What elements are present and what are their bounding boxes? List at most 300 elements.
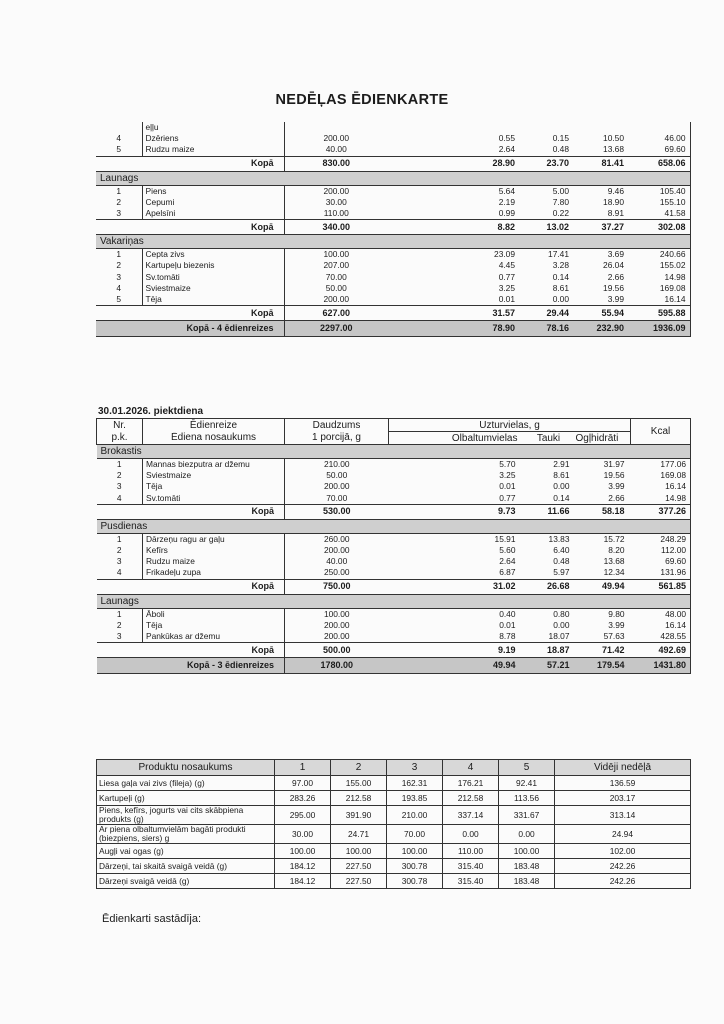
item-kcal: 240.66	[630, 249, 690, 261]
product-value: 100.00	[275, 844, 331, 859]
total-kcal: 492.69	[631, 643, 691, 658]
item-amount: 50.00	[284, 283, 388, 294]
total-carbs: 58.18	[576, 504, 631, 519]
item-name: Sv.tomāti	[142, 272, 284, 283]
table-row	[97, 631, 691, 643]
product-name: Dārzeņi svaigā veidā (g)	[97, 874, 275, 889]
day-date: 30.01.2026. piektdiena	[98, 406, 204, 417]
table-row	[97, 470, 691, 481]
item-fat: 0.00	[552, 293, 569, 304]
item-fat: 2.91	[553, 459, 570, 470]
product-name: Piens, kefīrs, jogurts vai cits skābpiena produkts (g)	[97, 806, 275, 825]
item-name: Kartupeļu biezenis	[142, 260, 284, 271]
table-row	[97, 545, 691, 556]
item-protein: 23.09	[494, 249, 515, 260]
item-kcal: 16.14	[631, 620, 691, 631]
item-amount: 30.00	[284, 197, 388, 208]
section-header-row	[96, 171, 690, 185]
item-carbs: 12.34	[603, 567, 625, 578]
product-value: 155.00	[331, 776, 387, 791]
products-header-day: 4	[443, 760, 499, 776]
grand-total-row	[96, 321, 690, 337]
product-value: 212.58	[443, 791, 499, 806]
item-kcal: 131.96	[631, 567, 691, 579]
grand-total-protein: 49.94	[389, 658, 522, 674]
product-row	[97, 874, 691, 889]
item-kcal: 155.10	[630, 197, 690, 208]
item-name: Apelsīni	[142, 208, 284, 220]
item-kcal: 16.14	[631, 481, 691, 492]
item-kcal: 41.58	[630, 208, 690, 220]
item-amount: 70.00	[285, 493, 389, 505]
table-row	[96, 197, 690, 208]
table-row	[97, 556, 691, 567]
table-row	[96, 294, 690, 306]
header-carbs: Ogļhidrāti	[576, 432, 631, 445]
item-number: 3	[116, 208, 122, 219]
product-value: 193.85	[387, 791, 443, 806]
products-header-day: 3	[387, 760, 443, 776]
item-protein: 4.45	[498, 260, 515, 271]
section-header-row	[96, 235, 690, 249]
item-amount: 110.00	[284, 208, 388, 220]
table-row	[96, 208, 690, 220]
item-carbs: 26.04	[603, 260, 624, 271]
item-name: Sviestmaize	[143, 470, 285, 481]
product-average: 313.14	[555, 806, 691, 825]
item-kcal: 155.02	[630, 260, 690, 271]
item-name: Tēja	[142, 294, 284, 306]
item-number: 1	[116, 249, 122, 260]
product-row	[97, 859, 691, 874]
total-label: Kopā	[96, 156, 284, 171]
item-fat: 7.80	[552, 196, 569, 207]
product-value: 110.00	[443, 844, 499, 859]
product-name: Liesa gaļa vai zivs (fileja) (g)	[97, 776, 275, 791]
item-protein: 0.01	[499, 481, 516, 492]
product-value: 0.00	[499, 825, 555, 844]
item-protein: 0.55	[498, 133, 515, 144]
grand-total-protein: 78.90	[388, 321, 521, 337]
menu-table-day2	[96, 418, 691, 674]
product-average: 242.26	[555, 874, 691, 889]
products-header-day: 5	[499, 760, 555, 776]
section-title: Pusdienas	[97, 519, 691, 533]
total-amount: 627.00	[284, 306, 388, 321]
header-nutrients: Uzturvielas, g	[389, 419, 631, 432]
total-row	[97, 643, 691, 658]
item-amount: 40.00	[284, 144, 388, 156]
product-value: 315.40	[443, 859, 499, 874]
product-average: 203.17	[555, 791, 691, 806]
product-value: 97.00	[275, 776, 331, 791]
total-amount: 500.00	[285, 643, 389, 658]
total-kcal: 658.06	[630, 156, 690, 171]
total-protein: 8.82	[388, 220, 521, 235]
item-carbs: 3.69	[607, 249, 624, 260]
item-protein: 0.40	[499, 608, 516, 619]
product-value: 24.71	[331, 825, 387, 844]
total-fat: 13.02	[521, 220, 575, 235]
item-protein: 3.25	[499, 470, 516, 481]
item-name: Tēja	[143, 620, 285, 631]
product-value: 100.00	[499, 844, 555, 859]
item-number: 2	[116, 545, 122, 556]
item-carbs: 9.46	[607, 185, 624, 196]
total-row	[96, 156, 690, 171]
item-fat: 17.41	[548, 249, 569, 260]
header-protein: Olbaltumvielas	[389, 432, 522, 445]
product-name: Ar piena olbaltumvielām bagāti produkti (biezpiens, siers) g	[97, 825, 275, 844]
section-title: Launags	[96, 171, 690, 185]
item-carbs: 31.97	[603, 459, 625, 470]
item-carbs: 19.56	[603, 470, 625, 481]
item-name: Frikadeļu zupa	[143, 567, 285, 579]
item-amount: 210.00	[285, 459, 389, 471]
grand-total-fat: 57.21	[522, 658, 576, 674]
product-row	[97, 844, 691, 859]
item-fat: 0.15	[552, 133, 569, 144]
item-kcal: 14.98	[631, 493, 691, 505]
item-kcal: 69.60	[630, 144, 690, 156]
item-protein: 0.01	[499, 619, 516, 630]
total-label: Kopā	[97, 504, 285, 519]
item-number: 2	[116, 260, 122, 271]
item-number: 3	[116, 271, 122, 282]
item-carbs: 3.99	[608, 619, 625, 630]
header-fat: Tauki	[522, 432, 576, 445]
item-fat: 3.28	[552, 260, 569, 271]
item-name: Kefīrs	[143, 545, 285, 556]
table-row	[96, 144, 690, 156]
products-header-day: 2	[331, 760, 387, 776]
product-row	[97, 791, 691, 806]
item-amount: 200.00	[284, 294, 388, 306]
table-row	[96, 260, 690, 271]
grand-total-kcal: 1431.80	[631, 658, 691, 674]
total-protein: 28.90	[388, 156, 521, 171]
product-value: 183.48	[499, 874, 555, 889]
item-number: 1	[116, 608, 122, 619]
table-header-row-2	[97, 432, 691, 445]
section-title: Brokastis	[97, 445, 691, 459]
total-amount: 530.00	[285, 504, 389, 519]
item-carbs: 3.99	[608, 481, 625, 492]
item-amount: 50.00	[285, 470, 389, 481]
item-fat: 8.61	[552, 282, 569, 293]
table-row	[97, 533, 691, 545]
item-amount: 40.00	[285, 556, 389, 567]
grand-total-carbs: 179.54	[576, 658, 631, 674]
item-protein: 8.78	[499, 630, 516, 641]
total-amount: 750.00	[285, 579, 389, 594]
grand-total-amount: 1780.00	[285, 658, 389, 674]
item-carbs: 15.72	[603, 533, 625, 544]
item-fat: 13.83	[548, 533, 570, 544]
item-fat: 8.61	[553, 470, 570, 481]
header-nr: Nr.	[97, 419, 143, 432]
item-number: 5	[116, 293, 122, 304]
item-amount: 200.00	[285, 481, 389, 492]
item-number: 2	[116, 196, 122, 207]
products-header-name: Produktu nosaukums	[97, 760, 275, 776]
table-row	[96, 249, 690, 261]
product-value: 227.50	[331, 874, 387, 889]
product-value: 70.00	[387, 825, 443, 844]
item-number: 4	[116, 567, 122, 578]
item-kcal: 14.98	[630, 272, 690, 283]
section-header-row	[97, 594, 691, 608]
item-carbs: 10.50	[603, 133, 624, 144]
product-average: 242.26	[555, 859, 691, 874]
item-carbs: 9.80	[608, 608, 625, 619]
item-protein: 0.77	[498, 271, 515, 282]
section-title: Launags	[97, 594, 691, 608]
item-protein: 5.70	[499, 459, 516, 470]
item-kcal: 105.40	[630, 185, 690, 197]
item-name: Mannas biezputra ar džemu	[143, 459, 285, 471]
item-amount: 200.00	[285, 545, 389, 556]
grand-total-carbs: 232.90	[575, 321, 630, 337]
item-fat: 5.97	[553, 567, 570, 578]
item-number: 3	[116, 481, 122, 492]
grand-total-label: Kopā - 3 ēdienreizes	[97, 658, 285, 674]
product-average: 24.94	[555, 825, 691, 844]
item-name: Rudzu maize	[142, 144, 284, 156]
item-number: 1	[116, 533, 122, 544]
item-kcal: 48.00	[631, 608, 691, 620]
total-amount: 340.00	[284, 220, 388, 235]
item-protein: 5.64	[498, 185, 515, 196]
total-kcal: 302.08	[630, 220, 690, 235]
product-value: 283.26	[275, 791, 331, 806]
item-number: 3	[116, 556, 122, 567]
header-portion: 1 porcijā, g	[285, 432, 389, 445]
product-value: 183.48	[499, 859, 555, 874]
item-carbs: 57.63	[603, 630, 625, 641]
item-protein: 15.91	[494, 533, 516, 544]
item-number: 4	[116, 282, 122, 293]
product-name: Dārzeņi, tai skaitā svaigā veidā (g)	[97, 859, 275, 874]
table-row	[96, 283, 690, 294]
item-fat: 0.48	[552, 144, 569, 155]
fragment-text: eļļu	[142, 122, 284, 133]
total-fat: 26.68	[522, 579, 576, 594]
product-value: 184.12	[275, 874, 331, 889]
section-header-row	[97, 519, 691, 533]
product-value: 227.50	[331, 859, 387, 874]
author-label: Ēdienkarti sastādīja:	[102, 913, 202, 925]
total-row	[96, 220, 690, 235]
item-protein: 5.60	[499, 545, 516, 556]
item-kcal: 169.08	[631, 470, 691, 481]
grand-total-label: Kopā - 4 ēdienreizes	[96, 321, 284, 337]
item-fat: 0.80	[553, 608, 570, 619]
item-fat: 0.22	[552, 208, 569, 219]
header-pk: p.k.	[97, 432, 143, 445]
products-header-row	[97, 760, 691, 776]
item-protein: 6.87	[499, 567, 516, 578]
table-header-row	[97, 419, 691, 432]
table-row	[97, 493, 691, 505]
product-value: 0.00	[443, 825, 499, 844]
item-fat: 5.00	[552, 185, 569, 196]
total-carbs: 71.42	[576, 643, 631, 658]
header-kcal: Kcal	[631, 419, 691, 445]
table-row	[97, 481, 691, 492]
item-number: 1	[116, 185, 122, 196]
item-protein: 2.64	[499, 556, 516, 567]
section-header-row	[97, 445, 691, 459]
total-fat: 18.87	[522, 643, 576, 658]
item-number: 1	[116, 459, 122, 470]
total-protein: 31.57	[388, 306, 521, 321]
product-value: 30.00	[275, 825, 331, 844]
table-row	[97, 620, 691, 631]
item-amount: 100.00	[285, 608, 389, 620]
item-fat: 0.00	[553, 481, 570, 492]
products-table	[96, 759, 691, 889]
total-protein: 9.73	[389, 504, 522, 519]
product-value: 391.90	[331, 806, 387, 825]
total-protein: 31.02	[389, 579, 522, 594]
total-label: Kopā	[96, 306, 284, 321]
product-name: Augļi vai ogas (g)	[97, 844, 275, 859]
total-row	[96, 306, 690, 321]
total-row	[97, 579, 691, 594]
total-label: Kopā	[97, 579, 285, 594]
total-kcal: 561.85	[631, 579, 691, 594]
item-number: 4	[116, 492, 122, 503]
item-carbs: 2.66	[608, 492, 625, 503]
product-name: Kartupeļi (g)	[97, 791, 275, 806]
products-header-day: 1	[275, 760, 331, 776]
item-amount: 250.00	[285, 567, 389, 579]
menu-table-day1	[96, 122, 691, 337]
total-amount: 830.00	[284, 156, 388, 171]
product-value: 295.00	[275, 806, 331, 825]
product-value: 300.78	[387, 874, 443, 889]
product-value: 300.78	[387, 859, 443, 874]
total-fat: 11.66	[522, 504, 576, 519]
total-carbs: 81.41	[575, 156, 630, 171]
item-protein: 0.77	[499, 492, 516, 503]
item-name: Sv.tomāti	[143, 493, 285, 505]
total-carbs: 37.27	[575, 220, 630, 235]
item-fat: 0.00	[553, 619, 570, 630]
item-fat: 0.48	[553, 556, 570, 567]
product-value: 184.12	[275, 859, 331, 874]
item-name: Piens	[142, 185, 284, 197]
total-kcal: 595.88	[630, 306, 690, 321]
product-value: 315.40	[443, 874, 499, 889]
item-name: Sviestmaize	[142, 283, 284, 294]
item-carbs: 3.99	[607, 293, 624, 304]
product-average: 136.59	[555, 776, 691, 791]
item-fat: 6.40	[553, 545, 570, 556]
item-amount: 200.00	[285, 620, 389, 631]
product-row	[97, 806, 691, 825]
item-kcal: 112.00	[631, 545, 691, 556]
item-carbs: 8.91	[607, 208, 624, 219]
products-header-average: Vidēji nedēļā	[555, 760, 691, 776]
fragment-row	[96, 122, 690, 133]
item-amount: 207.00	[284, 260, 388, 271]
item-kcal: 248.29	[631, 533, 691, 545]
grand-total-amount: 2297.00	[284, 321, 388, 337]
item-number: 5	[116, 144, 122, 155]
item-kcal: 428.55	[631, 631, 691, 643]
product-value: 337.14	[443, 806, 499, 825]
total-kcal: 377.26	[631, 504, 691, 519]
product-value: 100.00	[387, 844, 443, 859]
item-protein: 2.19	[498, 196, 515, 207]
item-number: 4	[116, 133, 122, 144]
item-protein: 0.01	[498, 293, 515, 304]
total-label: Kopā	[97, 643, 285, 658]
item-carbs: 13.68	[603, 556, 625, 567]
item-name: Rudzu maize	[143, 556, 285, 567]
item-fat: 0.14	[553, 492, 570, 503]
item-carbs: 18.90	[603, 196, 624, 207]
item-carbs: 8.20	[608, 545, 625, 556]
item-amount: 100.00	[284, 249, 388, 261]
header-dish: Ēdiena nosaukums	[143, 432, 285, 445]
item-carbs: 2.66	[607, 271, 624, 282]
total-fat: 23.70	[521, 156, 575, 171]
item-kcal: 169.08	[630, 283, 690, 294]
item-carbs: 19.56	[603, 282, 624, 293]
page-title: NEDĒĻAS ĒDIENKARTE	[275, 92, 449, 108]
item-amount: 200.00	[284, 133, 388, 144]
table-row	[96, 185, 690, 197]
total-row	[97, 504, 691, 519]
total-fat: 29.44	[521, 306, 575, 321]
item-fat: 18.07	[548, 630, 570, 641]
item-fat: 0.14	[552, 271, 569, 282]
item-protein: 3.25	[498, 282, 515, 293]
table-row	[97, 608, 691, 620]
item-kcal: 16.14	[630, 294, 690, 306]
product-value: 176.21	[443, 776, 499, 791]
total-protein: 9.19	[389, 643, 522, 658]
item-amount: 70.00	[284, 272, 388, 283]
table-row	[97, 567, 691, 579]
item-amount: 200.00	[284, 185, 388, 197]
item-name: Dārzeņu ragu ar gaļu	[143, 533, 285, 545]
product-value: 100.00	[331, 844, 387, 859]
item-carbs: 13.68	[603, 144, 624, 155]
product-value: 92.41	[499, 776, 555, 791]
table-row	[96, 133, 690, 144]
item-name: Dzēriens	[142, 133, 284, 144]
header-qty: Daudzums	[285, 419, 389, 432]
item-amount: 260.00	[285, 533, 389, 545]
total-carbs: 55.94	[575, 306, 630, 321]
product-value: 162.31	[387, 776, 443, 791]
item-name: Tēja	[143, 481, 285, 492]
product-value: 113.56	[499, 791, 555, 806]
item-number: 2	[116, 470, 122, 481]
product-average: 102.00	[555, 844, 691, 859]
product-value: 331.67	[499, 806, 555, 825]
product-value: 210.00	[387, 806, 443, 825]
item-name: Cepumi	[142, 197, 284, 208]
table-row	[97, 459, 691, 471]
product-value: 212.58	[331, 791, 387, 806]
item-amount: 200.00	[285, 631, 389, 643]
table-row	[96, 272, 690, 283]
